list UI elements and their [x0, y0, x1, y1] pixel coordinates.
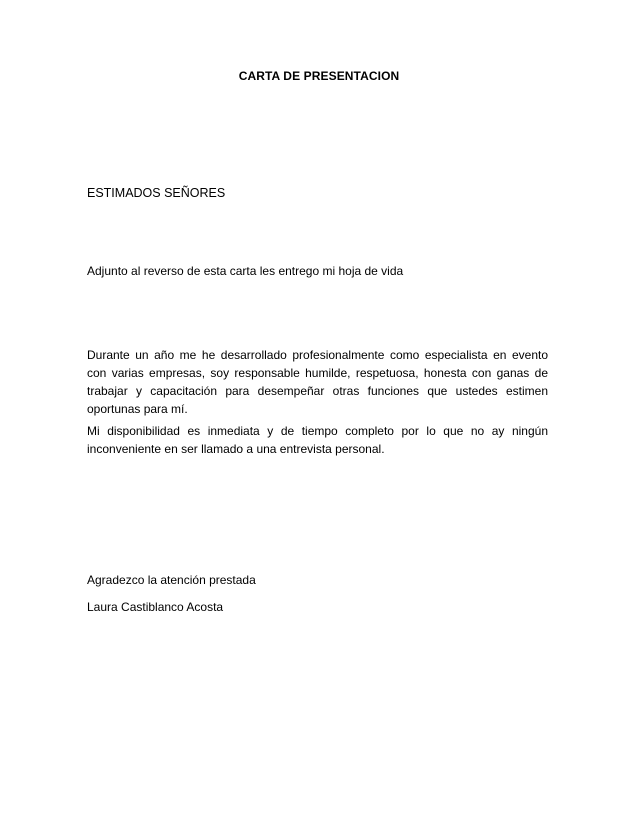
closing-line: Agradezco la atención prestada — [87, 573, 256, 587]
salutation: ESTIMADOS SEÑORES — [87, 186, 226, 200]
body-paragraph-experience: Durante un año me he desarrollado profesionalmente como especialista en evento con varias empresas, soy responsable humilde, respetuosa, honesta con ganas de trabajar y capacitación para desempeñar otras funciones que ustedes estimen oportunas para mí. — [87, 348, 548, 416]
body-paragraph-availability: Mi disponibilidad es inmediata y de tiempo completo por lo que no ay ningún inconveniente en ser llamado a una entrevista personal. — [87, 424, 548, 456]
signature-name: Laura Castiblanco Acosta — [87, 600, 224, 614]
intro-line: Adjunto al reverso de esta carta les entrego mi hoja de vida — [87, 264, 404, 278]
document-title: CARTA DE PRESENTACION — [238, 69, 400, 83]
